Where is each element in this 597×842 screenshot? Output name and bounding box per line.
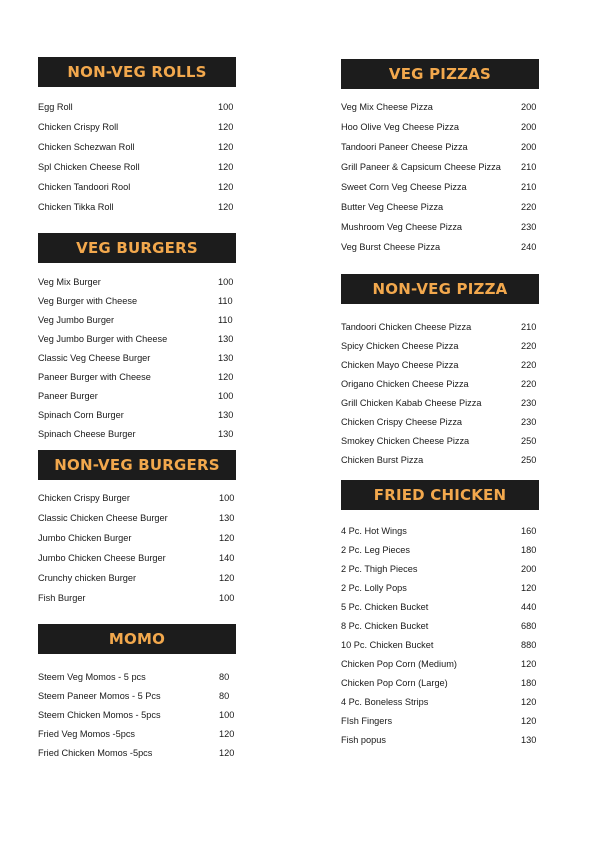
item-name: Tandoori Paneer Cheese Pizza: [341, 142, 468, 152]
item-name: Classic Chicken Cheese Burger: [38, 513, 168, 523]
item-price: 240: [521, 242, 537, 252]
section-title-nonveg-pizza: NON-VEG PIZZA: [341, 274, 539, 304]
item-price: 210: [521, 182, 537, 192]
item-name: Chicken Crispy Roll: [38, 122, 119, 132]
item-price: 680: [521, 621, 537, 631]
item-price: 100: [218, 277, 234, 287]
menu-item: [38, 180, 238, 194]
item-price: 250: [521, 436, 537, 446]
item-name: Spinach Cheese Burger: [38, 429, 136, 439]
item-name: Fish popus: [341, 735, 386, 745]
menu-item: [38, 571, 238, 585]
item-price: 120: [521, 716, 537, 726]
item-price: 200: [521, 142, 537, 152]
menu-item: [341, 695, 541, 709]
item-price: 230: [521, 398, 537, 408]
item-name: Chicken Burst Pizza: [341, 455, 424, 465]
item-price: 120: [521, 659, 537, 669]
item-name: Chicken Pop Corn (Large): [341, 678, 448, 688]
menu-item: [341, 120, 541, 134]
menu-item: [38, 491, 238, 505]
menu-item: [38, 313, 238, 327]
item-price: 120: [218, 202, 234, 212]
menu-item: [341, 100, 541, 114]
menu-item: [341, 320, 541, 334]
menu-item: [341, 543, 541, 557]
item-name: Steem Veg Momos - 5 pcs: [38, 672, 146, 682]
item-name: Crunchy chicken Burger: [38, 573, 137, 583]
menu-item: [38, 670, 238, 684]
item-price: 110: [218, 296, 233, 306]
item-name: 4 Pc. Hot Wings: [341, 526, 407, 536]
item-name: 10 Pc. Chicken Bucket: [341, 640, 434, 650]
menu-item: [341, 180, 541, 194]
item-price: 180: [521, 678, 537, 688]
item-name: Hoo Olive Veg Cheese Pizza: [341, 122, 459, 132]
item-price: 120: [219, 729, 235, 739]
item-price: 110: [218, 315, 233, 325]
menu-item: [38, 746, 238, 760]
item-name: Chicken Tikka Roll: [38, 202, 114, 212]
item-price: 130: [218, 410, 234, 420]
item-name: Paneer Burger with Cheese: [38, 372, 151, 382]
menu-item: [38, 591, 238, 605]
menu-item: [341, 240, 541, 254]
item-name: Chicken Crispy Burger: [38, 493, 130, 503]
menu-item: [38, 160, 238, 174]
item-name: Jumbo Chicken Burger: [38, 533, 132, 543]
item-price: 440: [521, 602, 537, 612]
item-name: Veg Burst Cheese Pizza: [341, 242, 441, 252]
item-name: Chicken Crispy Cheese Pizza: [341, 417, 463, 427]
item-price: 100: [219, 710, 235, 720]
menu-item: [341, 200, 541, 214]
item-name: Butter Veg Cheese Pizza: [341, 202, 444, 212]
item-name: Tandoori Chicken Cheese Pizza: [341, 322, 472, 332]
menu-item: [38, 370, 238, 384]
item-price: 200: [521, 102, 537, 112]
item-name: Sweet Corn Veg Cheese Pizza: [341, 182, 467, 192]
item-price: 100: [219, 493, 235, 503]
item-price: 120: [521, 697, 537, 707]
menu-item: [38, 294, 238, 308]
item-name: Smokey Chicken Cheese Pizza: [341, 436, 470, 446]
item-name: 4 Pc. Boneless Strips: [341, 697, 429, 707]
item-price: 130: [218, 429, 234, 439]
section-title-nonveg-burgers: NON-VEG BURGERS: [38, 450, 236, 480]
menu-item: [341, 714, 541, 728]
menu-item: [38, 727, 238, 741]
item-price: 100: [218, 391, 234, 401]
menu-item: [341, 377, 541, 391]
item-price: 120: [218, 122, 234, 132]
item-price: 220: [521, 360, 537, 370]
item-price: 80: [219, 672, 230, 682]
item-name: Fish Burger: [38, 593, 86, 603]
menu-item: [341, 220, 541, 234]
menu-item: [341, 600, 541, 614]
item-name: Veg Mix Burger: [38, 277, 101, 287]
menu-item: [38, 531, 238, 545]
menu-item: [38, 511, 238, 525]
menu-item: [38, 408, 238, 422]
item-price: 130: [218, 353, 234, 363]
item-name: Veg Jumbo Burger with Cheese: [38, 334, 168, 344]
item-name: Chicken Schezwan Roll: [38, 142, 135, 152]
item-name: Grill Paneer & Capsicum Cheese Pizza: [341, 162, 501, 172]
item-name: 8 Pc. Chicken Bucket: [341, 621, 429, 631]
item-name: Fried Veg Momos -5pcs: [38, 729, 136, 739]
item-price: 220: [521, 341, 537, 351]
menu-item: [341, 676, 541, 690]
item-name: Veg Jumbo Burger: [38, 315, 115, 325]
item-name: Steem Paneer Momos - 5 Pcs: [38, 691, 161, 701]
item-price: 180: [521, 545, 537, 555]
item-name: Egg Roll: [38, 102, 73, 112]
item-price: 130: [218, 334, 234, 344]
item-price: 120: [521, 583, 537, 593]
section-title-momo: MOMO: [38, 624, 236, 654]
menu-item: [341, 581, 541, 595]
menu-item: [341, 733, 541, 747]
menu-item: [341, 160, 541, 174]
item-name: Fried Chicken Momos -5pcs: [38, 748, 153, 758]
item-price: 80: [219, 691, 230, 701]
menu-item: [38, 275, 238, 289]
menu-item: [341, 524, 541, 538]
menu-item: [341, 140, 541, 154]
menu-item: [38, 689, 238, 703]
menu-item: [341, 638, 541, 652]
item-price: 200: [521, 122, 537, 132]
item-price: 220: [521, 202, 537, 212]
item-price: 230: [521, 417, 537, 427]
menu-item: [341, 453, 541, 467]
item-name: Chicken Tandoori Rool: [38, 182, 131, 192]
menu-item: [38, 708, 238, 722]
item-price: 100: [219, 593, 235, 603]
item-name: Mushroom Veg Cheese Pizza: [341, 222, 463, 232]
item-name: Chicken Mayo Cheese Pizza: [341, 360, 459, 370]
item-name: 5 Pc. Chicken Bucket: [341, 602, 429, 612]
item-price: 250: [521, 455, 537, 465]
item-price: 130: [521, 735, 537, 745]
item-price: 140: [219, 553, 235, 563]
menu-item: [341, 339, 541, 353]
item-name: 2 Pc. Thigh Pieces: [341, 564, 418, 574]
menu-item: [341, 415, 541, 429]
item-price: 120: [218, 372, 234, 382]
section-title-nonveg-rolls: NON-VEG ROLLS: [38, 57, 236, 87]
menu-item: [38, 427, 238, 441]
item-name: Spicy Chicken Cheese Pizza: [341, 341, 459, 351]
item-price: 120: [219, 573, 235, 583]
item-name: Veg Burger with Cheese: [38, 296, 138, 306]
item-name: Spinach Corn Burger: [38, 410, 124, 420]
section-title-veg-pizzas: VEG PIZZAS: [341, 59, 539, 89]
item-price: 100: [218, 102, 234, 112]
item-price: 880: [521, 640, 537, 650]
menu-item: [341, 396, 541, 410]
item-price: 220: [521, 379, 537, 389]
item-name: Grill Chicken Kabab Cheese Pizza: [341, 398, 482, 408]
item-name: Origano Chicken Cheese Pizza: [341, 379, 469, 389]
item-price: 230: [521, 222, 537, 232]
item-price: 120: [218, 182, 234, 192]
menu-item: [38, 551, 238, 565]
item-price: 130: [219, 513, 235, 523]
menu-item: [38, 120, 238, 134]
menu-item: [38, 389, 238, 403]
menu-item: [38, 200, 238, 214]
item-price: 120: [219, 748, 235, 758]
item-price: 120: [219, 533, 235, 543]
item-price: 120: [218, 162, 234, 172]
item-price: 120: [218, 142, 234, 152]
item-name: Veg Mix Cheese Pizza: [341, 102, 433, 112]
item-name: FIsh Fingers: [341, 716, 393, 726]
menu-item: [38, 351, 238, 365]
item-price: 200: [521, 564, 537, 574]
menu-item: [341, 657, 541, 671]
item-name: Paneer Burger: [38, 391, 98, 401]
menu-item: [38, 332, 238, 346]
menu-item: [38, 100, 238, 114]
menu-item: [341, 358, 541, 372]
section-title-veg-burgers: VEG BURGERS: [38, 233, 236, 263]
item-price: 160: [521, 526, 537, 536]
item-name: 2 Pc. Lolly Pops: [341, 583, 407, 593]
item-price: 210: [521, 322, 537, 332]
menu-item: [38, 140, 238, 154]
menu-item: [341, 562, 541, 576]
menu-item: [341, 619, 541, 633]
section-title-fried-chicken: FRIED CHICKEN: [341, 480, 539, 510]
item-name: Chicken Pop Corn (Medium): [341, 659, 457, 669]
item-name: Steem Chicken Momos - 5pcs: [38, 710, 161, 720]
item-name: Classic Veg Cheese Burger: [38, 353, 151, 363]
item-name: 2 Pc. Leg Pieces: [341, 545, 410, 555]
item-name: Spl Chicken Cheese Roll: [38, 162, 140, 172]
item-name: Jumbo Chicken Cheese Burger: [38, 553, 166, 563]
item-price: 210: [521, 162, 537, 172]
menu-item: [341, 434, 541, 448]
